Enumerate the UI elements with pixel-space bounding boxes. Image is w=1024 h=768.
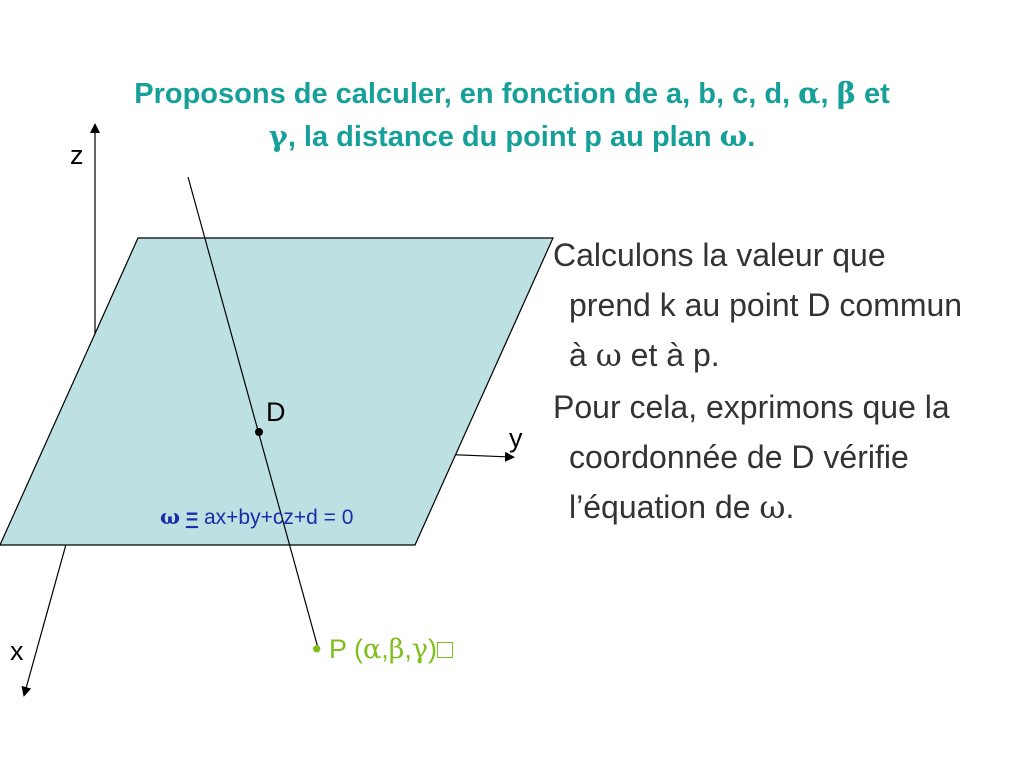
title-text-2: , la distance du point p au plan <box>287 121 720 153</box>
point-p-bullet: • <box>312 634 322 664</box>
plane-eq-equals: = <box>185 506 199 529</box>
explanation-text <box>553 230 973 534</box>
point-p-glyph: □ <box>436 634 454 664</box>
paragraph-2-omega: ω <box>759 488 786 526</box>
title-end: . <box>747 121 756 153</box>
title-gamma: γ <box>268 119 288 153</box>
point-d-dot <box>255 428 263 436</box>
point-p-beta: β <box>388 634 405 665</box>
paragraph-1-text: Calculons la valeur que prend k au point D commun à <box>553 237 963 373</box>
point-d-label: D <box>266 397 286 427</box>
plane-eq-expression: ax+by+cz+d = 0 <box>198 506 354 529</box>
paragraph-2-end: . <box>785 489 795 525</box>
plane-equation <box>160 504 353 529</box>
plane-eq-omega: ω <box>160 504 180 529</box>
title-alpha: α <box>798 76 821 110</box>
title-omega: ω <box>719 119 748 153</box>
point-p-label <box>312 634 454 665</box>
point-p-end: ) <box>427 634 437 664</box>
point-p-text: P ( <box>321 634 363 664</box>
paragraph-1-end: et à p. <box>621 337 720 373</box>
x-axis-label: x <box>10 636 24 666</box>
point-p-comma-2: , <box>404 634 412 664</box>
y-axis-label: y <box>509 423 523 453</box>
point-p-alpha: α <box>362 634 382 665</box>
paragraph-2 <box>553 382 973 532</box>
paragraph-1 <box>553 230 973 380</box>
point-p-gamma: γ <box>411 634 428 665</box>
title-and: et <box>855 78 890 110</box>
point-p-comma-1: , <box>381 634 389 664</box>
z-axis-label: z <box>70 140 84 170</box>
title-text-1: Proposons de calculer, en fonction de a, b, c, d, <box>134 78 799 110</box>
paragraph-2-text: Pour cela, exprimons que la coordonnée de D vérifie l’équation de <box>553 389 950 525</box>
title-beta: β <box>836 76 856 110</box>
title-sep: , <box>820 78 837 110</box>
paragraph-1-omega: ω <box>595 336 622 374</box>
